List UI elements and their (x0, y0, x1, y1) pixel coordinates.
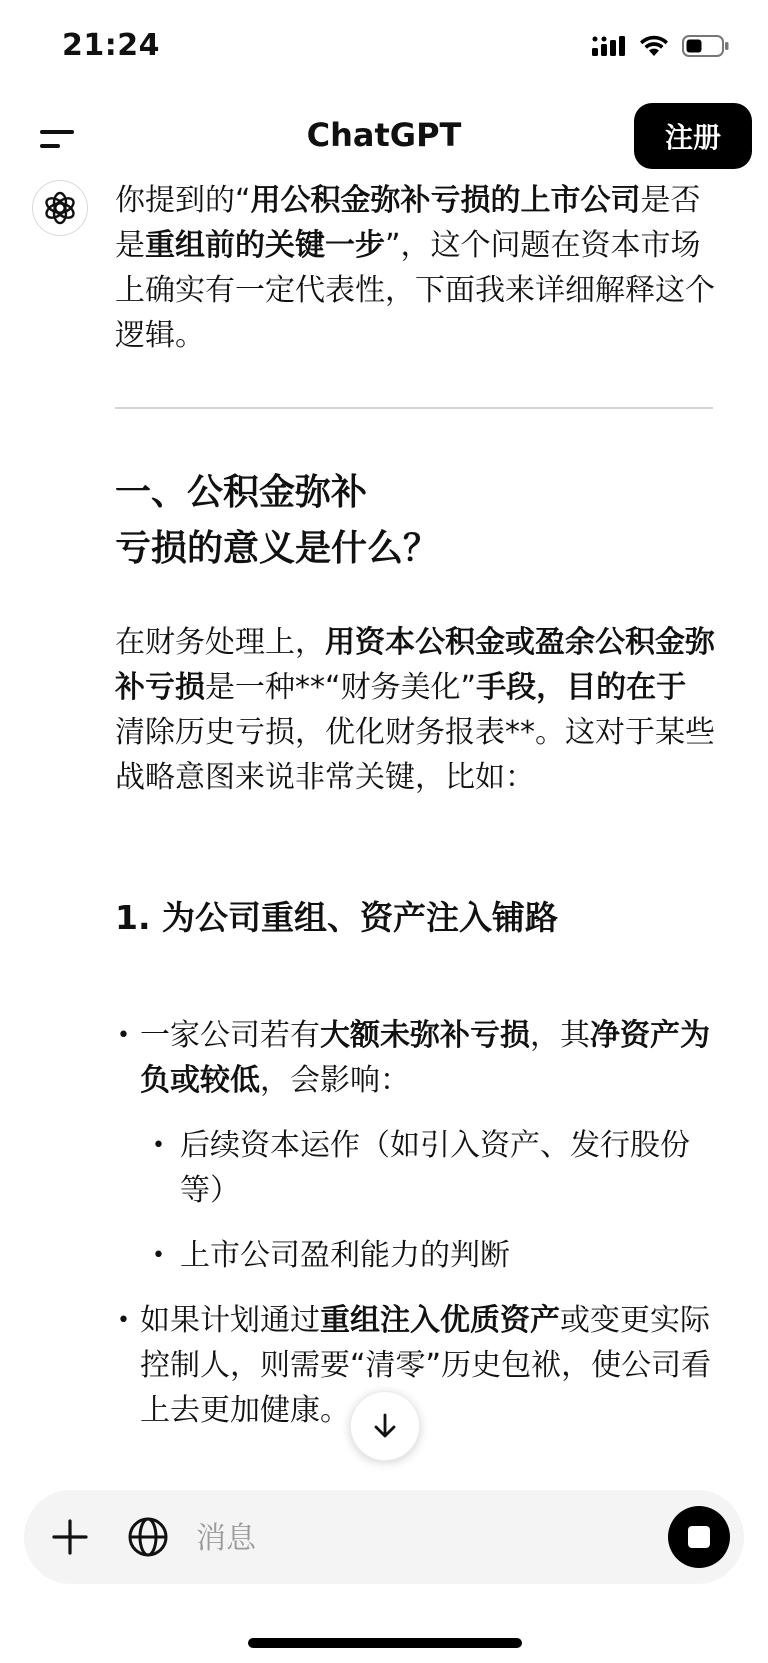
intro-bold-2: 重组前的关键一步 (145, 228, 385, 263)
sub-bullet-2-text: 上市公司盈利能力的判断 (180, 1238, 510, 1273)
intro-text-1: 你提到的“ (115, 183, 251, 218)
arrow-down-icon (370, 1411, 400, 1441)
assistant-avatar (32, 180, 88, 236)
openai-logo-icon (42, 190, 78, 226)
stop-icon (688, 1526, 710, 1548)
composer (24, 1490, 744, 1584)
bullet-2-bold-1: 重组注入优质资产 (320, 1303, 560, 1338)
globe-icon[interactable] (126, 1515, 170, 1559)
section-title (115, 465, 715, 577)
intro-bold-1: 用公积金弥补亏损的上市公司 (250, 183, 641, 218)
signup-button[interactable]: 注册 (634, 103, 752, 169)
intro-text-3: ”，这个问题在资本市场上确实有一定代表性，下面我来详细解释这个逻辑。 (115, 228, 715, 353)
cellular-signal-icon (592, 34, 626, 58)
intro-paragraph (115, 178, 715, 358)
paragraph-text-2: 是一种**“财务美化” (205, 670, 477, 705)
wifi-icon (638, 34, 670, 58)
bullet-1-bold-2: 净资产为负或较低 (140, 1018, 710, 1098)
battery-icon (682, 34, 730, 58)
list-item (115, 1013, 715, 1103)
stop-button[interactable] (668, 1506, 730, 1568)
message-intro (115, 178, 715, 358)
scroll-down-button[interactable] (350, 1391, 420, 1461)
status-icons (592, 34, 730, 58)
content-fade (0, 1460, 768, 1490)
list-item (115, 1123, 715, 1213)
subheading: 1. 为公司重组、资产注入铺路 (115, 898, 558, 937)
section-title-line-2: 亏损的意义是什么？ (115, 528, 440, 569)
message-input[interactable] (194, 1510, 668, 1566)
section-title-line-1: 一、公积金弥补 (115, 472, 368, 513)
app-title: ChatGPT (306, 116, 462, 154)
explanation-paragraph (115, 620, 715, 800)
bullet-1-bold-1: 大额未弥补亏损 (320, 1018, 530, 1053)
home-indicator (248, 1638, 522, 1648)
bullet-2-text-1: 如果计划通过 (140, 1303, 320, 1338)
sub-bullet-1-text: 后续资本运作（如引入资产、发行股份等） (180, 1128, 690, 1208)
bullet-1-text-3: ，会影响： (260, 1063, 410, 1098)
paragraph-bold-2: 手段，目的在于 (476, 670, 687, 705)
plus-icon[interactable] (50, 1517, 90, 1557)
status-bar (0, 0, 768, 96)
bullet-1-text-2: ，其 (530, 1018, 590, 1053)
paragraph-bold-1: 用资本公积金或盈余公积金弥补亏损 (115, 625, 715, 705)
bullet-list (115, 1013, 715, 1433)
bullet-2-text-2: 或变更实际控制人，则需要“清零”历史包袱，使公司看上去更加健康。 (140, 1303, 712, 1428)
bullet-1-text-1: 一家公司若有 (140, 1018, 320, 1053)
header (0, 96, 768, 180)
paragraph-text-3: 清除历史亏损，优化财务报表**。这对于某些战略意图来说非常关键，比如： (115, 715, 715, 795)
list-item (115, 1233, 715, 1278)
status-time: 21:24 (62, 28, 160, 63)
intro-text-2: 是否是 (115, 183, 701, 263)
divider (115, 407, 713, 409)
paragraph-text-1: 在财务处理上， (115, 625, 325, 660)
